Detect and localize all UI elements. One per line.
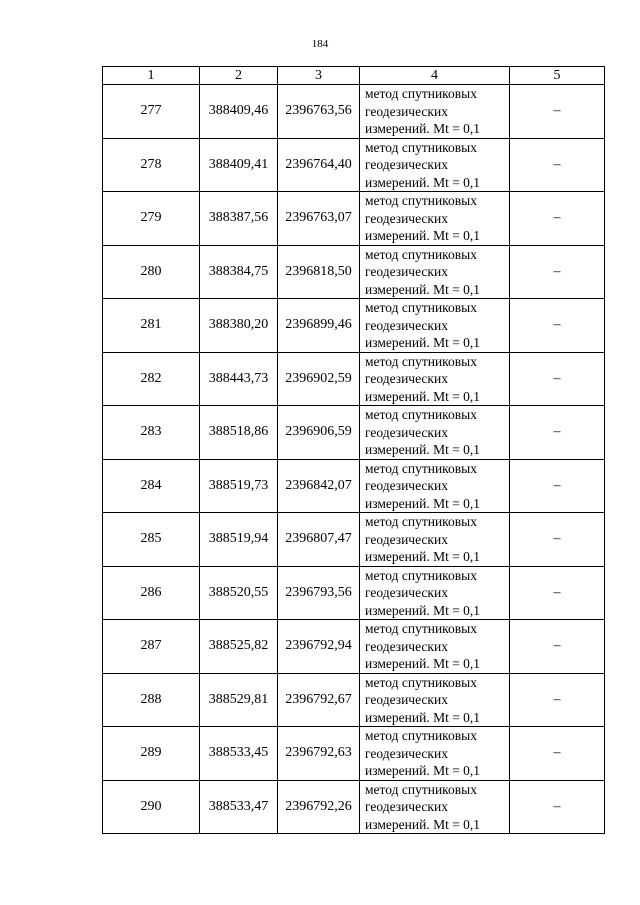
y-coordinate-cell: 2396818,50 xyxy=(278,245,360,299)
table-row xyxy=(103,85,605,139)
note-cell: – xyxy=(510,192,605,246)
table-row xyxy=(103,245,605,299)
point-number-cell: 287 xyxy=(103,620,200,674)
note-cell: – xyxy=(510,620,605,674)
page-number: 184 xyxy=(311,38,329,50)
point-number-cell: 277 xyxy=(103,85,200,139)
y-coordinate-cell: 2396807,47 xyxy=(278,513,360,567)
table-row xyxy=(103,780,605,834)
note-cell: – xyxy=(510,245,605,299)
method-cell: метод спутниковых геодезических измерений. Mt = 0,1 xyxy=(360,138,510,192)
y-coordinate-cell: 2396792,67 xyxy=(278,673,360,727)
point-number-cell: 288 xyxy=(103,673,200,727)
table-row xyxy=(103,138,605,192)
header-col-2: 2 xyxy=(200,67,278,85)
point-number-cell: 279 xyxy=(103,192,200,246)
x-coordinate-cell: 388525,82 xyxy=(200,620,278,674)
coordinates-table xyxy=(102,66,605,834)
x-coordinate-cell: 388409,41 xyxy=(200,138,278,192)
table-row xyxy=(103,406,605,460)
method-cell: метод спутниковых геодезических измерений. Mt = 0,1 xyxy=(360,513,510,567)
table-row xyxy=(103,352,605,406)
x-coordinate-cell: 388380,20 xyxy=(200,299,278,353)
x-coordinate-cell: 388519,94 xyxy=(200,513,278,567)
note-cell: – xyxy=(510,780,605,834)
table-row xyxy=(103,620,605,674)
note-cell: – xyxy=(510,459,605,513)
point-number-cell: 285 xyxy=(103,513,200,567)
point-number-cell: 282 xyxy=(103,352,200,406)
y-coordinate-cell: 2396793,56 xyxy=(278,566,360,620)
point-number-cell: 290 xyxy=(103,780,200,834)
point-number-cell: 278 xyxy=(103,138,200,192)
note-cell: – xyxy=(510,673,605,727)
method-cell: метод спутниковых геодезических измерений. Mt = 0,1 xyxy=(360,85,510,139)
method-cell: метод спутниковых геодезических измерений. Mt = 0,1 xyxy=(360,352,510,406)
table-row xyxy=(103,727,605,781)
note-cell: – xyxy=(510,85,605,139)
x-coordinate-cell: 388520,55 xyxy=(200,566,278,620)
point-number-cell: 286 xyxy=(103,566,200,620)
method-cell: метод спутниковых геодезических измерений. Mt = 0,1 xyxy=(360,192,510,246)
x-coordinate-cell: 388533,47 xyxy=(200,780,278,834)
y-coordinate-cell: 2396899,46 xyxy=(278,299,360,353)
method-cell: метод спутниковых геодезических измерений. Mt = 0,1 xyxy=(360,566,510,620)
y-coordinate-cell: 2396792,94 xyxy=(278,620,360,674)
note-cell: – xyxy=(510,299,605,353)
method-cell: метод спутниковых геодезических измерений. Mt = 0,1 xyxy=(360,673,510,727)
method-cell: метод спутниковых геодезических измерений. Mt = 0,1 xyxy=(360,299,510,353)
method-cell: метод спутниковых геодезических измерений. Mt = 0,1 xyxy=(360,727,510,781)
point-number-cell: 281 xyxy=(103,299,200,353)
point-number-cell: 283 xyxy=(103,406,200,460)
x-coordinate-cell: 388519,73 xyxy=(200,459,278,513)
method-cell: метод спутниковых геодезических измерений. Mt = 0,1 xyxy=(360,406,510,460)
y-coordinate-cell: 2396763,07 xyxy=(278,192,360,246)
table-row xyxy=(103,566,605,620)
note-cell: – xyxy=(510,727,605,781)
x-coordinate-cell: 388443,73 xyxy=(200,352,278,406)
note-cell: – xyxy=(510,352,605,406)
y-coordinate-cell: 2396906,59 xyxy=(278,406,360,460)
note-cell: – xyxy=(510,406,605,460)
header-col-3: 3 xyxy=(278,67,360,85)
header-col-4: 4 xyxy=(360,67,510,85)
table-row xyxy=(103,513,605,567)
y-coordinate-cell: 2396902,59 xyxy=(278,352,360,406)
table-row xyxy=(103,673,605,727)
note-cell: – xyxy=(510,566,605,620)
note-cell: – xyxy=(510,513,605,567)
x-coordinate-cell: 388387,56 xyxy=(200,192,278,246)
table-row xyxy=(103,459,605,513)
point-number-cell: 289 xyxy=(103,727,200,781)
y-coordinate-cell: 2396764,40 xyxy=(278,138,360,192)
method-cell: метод спутниковых геодезических измерений. Mt = 0,1 xyxy=(360,620,510,674)
note-cell: – xyxy=(510,138,605,192)
x-coordinate-cell: 388533,45 xyxy=(200,727,278,781)
x-coordinate-cell: 388384,75 xyxy=(200,245,278,299)
method-cell: метод спутниковых геодезических измерений. Mt = 0,1 xyxy=(360,780,510,834)
header-col-1: 1 xyxy=(103,67,200,85)
y-coordinate-cell: 2396792,63 xyxy=(278,727,360,781)
x-coordinate-cell: 388529,81 xyxy=(200,673,278,727)
y-coordinate-cell: 2396792,26 xyxy=(278,780,360,834)
x-coordinate-cell: 388518,86 xyxy=(200,406,278,460)
header-col-5: 5 xyxy=(510,67,605,85)
y-coordinate-cell: 2396842,07 xyxy=(278,459,360,513)
table-header-row xyxy=(103,67,605,85)
table-row xyxy=(103,299,605,353)
point-number-cell: 280 xyxy=(103,245,200,299)
method-cell: метод спутниковых геодезических измерений. Mt = 0,1 xyxy=(360,459,510,513)
table-row xyxy=(103,192,605,246)
table-body xyxy=(103,85,605,834)
x-coordinate-cell: 388409,46 xyxy=(200,85,278,139)
y-coordinate-cell: 2396763,56 xyxy=(278,85,360,139)
method-cell: метод спутниковых геодезических измерений. Mt = 0,1 xyxy=(360,245,510,299)
point-number-cell: 284 xyxy=(103,459,200,513)
